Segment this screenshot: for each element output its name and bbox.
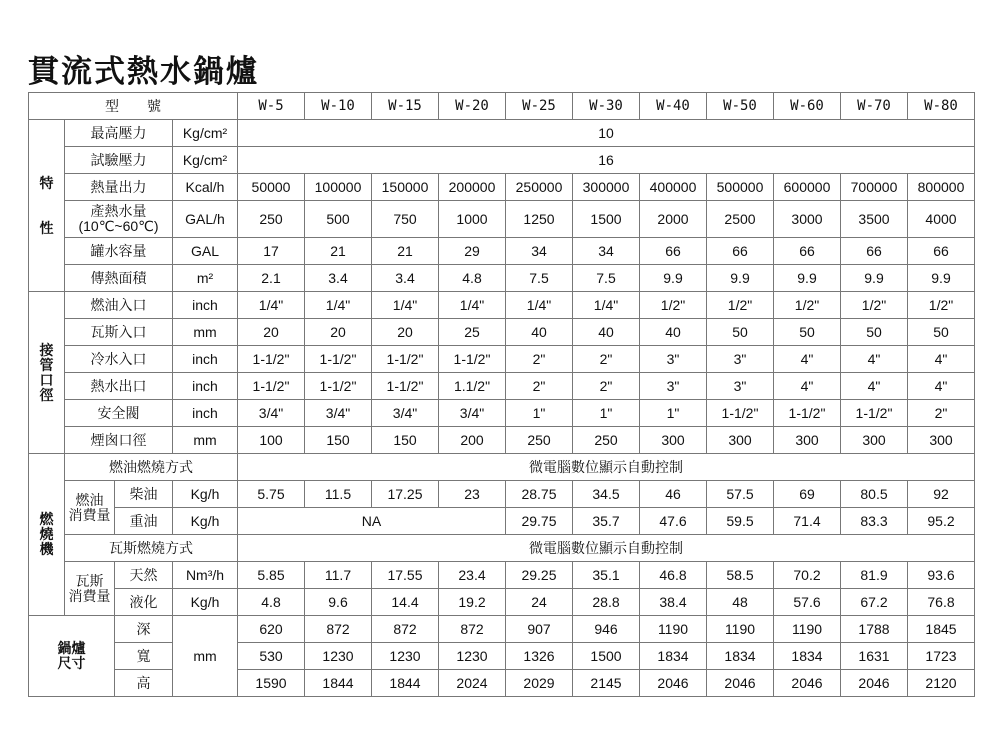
row-label: 傳熱面積 bbox=[65, 265, 173, 292]
header-model: W-10 bbox=[305, 93, 372, 120]
value-cell: 1-1/2" bbox=[774, 400, 841, 427]
value-cell: 3" bbox=[707, 346, 774, 373]
row-unit: mm bbox=[173, 427, 238, 454]
value-cell: 300 bbox=[908, 427, 975, 454]
value-cell: 58.5 bbox=[707, 562, 774, 589]
row-unit: GAL/h bbox=[173, 201, 238, 238]
row-label: 深 bbox=[115, 616, 173, 643]
value-cell: 46.8 bbox=[640, 562, 707, 589]
value-cell: 1-1/2" bbox=[305, 346, 372, 373]
value-cell: 3" bbox=[640, 373, 707, 400]
row-label: 產熱水量 (10℃~60℃) bbox=[65, 201, 173, 238]
value-cell: 34.5 bbox=[573, 481, 640, 508]
page-title: 貫流式熱水鍋爐 bbox=[28, 54, 259, 90]
value-cell: 1230 bbox=[439, 643, 506, 670]
header-model: W-15 bbox=[372, 93, 439, 120]
value-cell: 9.9 bbox=[640, 265, 707, 292]
header-model: W-40 bbox=[640, 93, 707, 120]
row-unit: inch bbox=[173, 346, 238, 373]
value-cell: 3" bbox=[707, 373, 774, 400]
value-cell: 750 bbox=[372, 201, 439, 238]
value-cell: 1/4" bbox=[238, 292, 305, 319]
value-cell: 微電腦數位顯示自動控制 bbox=[238, 454, 975, 481]
row-label: 罐水容量 bbox=[65, 238, 173, 265]
value-cell: 3/4" bbox=[439, 400, 506, 427]
value-cell: 34 bbox=[506, 238, 573, 265]
header-model: W-70 bbox=[841, 93, 908, 120]
value-cell: 69 bbox=[774, 481, 841, 508]
row-label: 熱水出口 bbox=[65, 373, 173, 400]
value-cell: 7.5 bbox=[506, 265, 573, 292]
value-cell: 9.9 bbox=[774, 265, 841, 292]
value-cell: 11.7 bbox=[305, 562, 372, 589]
value-cell: 1/4" bbox=[506, 292, 573, 319]
value-cell: 66 bbox=[841, 238, 908, 265]
value-cell: 1/2" bbox=[640, 292, 707, 319]
value-cell: 17 bbox=[238, 238, 305, 265]
value-cell: 4" bbox=[774, 373, 841, 400]
value-cell: 7.5 bbox=[573, 265, 640, 292]
value-cell: 2.1 bbox=[238, 265, 305, 292]
header-model: W-80 bbox=[908, 93, 975, 120]
table-row bbox=[29, 481, 975, 508]
value-cell: 300000 bbox=[573, 174, 640, 201]
table-row bbox=[29, 319, 975, 346]
value-cell: 250 bbox=[238, 201, 305, 238]
row-unit: Kcal/h bbox=[173, 174, 238, 201]
value-cell: 1844 bbox=[305, 670, 372, 697]
value-cell: 50 bbox=[707, 319, 774, 346]
row-unit: m² bbox=[173, 265, 238, 292]
value-cell: 1-1/2" bbox=[372, 373, 439, 400]
value-cell: 1" bbox=[640, 400, 707, 427]
value-cell: 40 bbox=[640, 319, 707, 346]
header-model: W-25 bbox=[506, 93, 573, 120]
value-cell: 1190 bbox=[707, 616, 774, 643]
value-cell: 23 bbox=[439, 481, 506, 508]
value-cell: 1.1/2" bbox=[439, 373, 506, 400]
value-cell: 29.25 bbox=[506, 562, 573, 589]
value-cell: 2046 bbox=[841, 670, 908, 697]
value-cell: 3500 bbox=[841, 201, 908, 238]
value-cell: 50 bbox=[841, 319, 908, 346]
value-cell: 66 bbox=[774, 238, 841, 265]
header-model: W-20 bbox=[439, 93, 506, 120]
value-cell: 1631 bbox=[841, 643, 908, 670]
value-cell: 4" bbox=[774, 346, 841, 373]
value-cell: 872 bbox=[439, 616, 506, 643]
value-cell: 1834 bbox=[774, 643, 841, 670]
value-cell: 800000 bbox=[908, 174, 975, 201]
value-cell: 11.5 bbox=[305, 481, 372, 508]
value-cell: 200000 bbox=[439, 174, 506, 201]
value-cell: 2500 bbox=[707, 201, 774, 238]
value-cell: 4" bbox=[908, 346, 975, 373]
value-cell: 9.9 bbox=[841, 265, 908, 292]
value-cell: 4" bbox=[908, 373, 975, 400]
value-cell: 16 bbox=[238, 147, 975, 174]
value-cell: 620 bbox=[238, 616, 305, 643]
value-cell: 1/2" bbox=[707, 292, 774, 319]
value-cell: 250 bbox=[506, 427, 573, 454]
row-label: 煙囪口徑 bbox=[65, 427, 173, 454]
value-cell: 29 bbox=[439, 238, 506, 265]
value-cell: 500000 bbox=[707, 174, 774, 201]
value-cell: 80.5 bbox=[841, 481, 908, 508]
value-cell: 1" bbox=[573, 400, 640, 427]
value-cell: 1844 bbox=[372, 670, 439, 697]
row-unit: inch bbox=[173, 400, 238, 427]
value-cell: 1-1/2" bbox=[372, 346, 439, 373]
value-cell: 1000 bbox=[439, 201, 506, 238]
value-cell: 66 bbox=[640, 238, 707, 265]
row-unit: Kg/h bbox=[173, 508, 238, 535]
value-cell: 1-1/2" bbox=[707, 400, 774, 427]
value-cell: 1500 bbox=[573, 643, 640, 670]
value-cell: 46 bbox=[640, 481, 707, 508]
table-row bbox=[29, 147, 975, 174]
row-label: 重油 bbox=[115, 508, 173, 535]
value-cell: 1230 bbox=[305, 643, 372, 670]
header-model: W-60 bbox=[774, 93, 841, 120]
value-cell: 4000 bbox=[908, 201, 975, 238]
value-cell: 71.4 bbox=[774, 508, 841, 535]
value-cell: 40 bbox=[573, 319, 640, 346]
value-cell: 150 bbox=[372, 427, 439, 454]
row-unit: mm bbox=[173, 319, 238, 346]
value-cell: 81.9 bbox=[841, 562, 908, 589]
value-cell: 2" bbox=[573, 346, 640, 373]
value-cell: 17.55 bbox=[372, 562, 439, 589]
table-row bbox=[29, 616, 975, 643]
value-cell: 300 bbox=[841, 427, 908, 454]
value-cell: 4.8 bbox=[439, 265, 506, 292]
value-cell: 1/4" bbox=[305, 292, 372, 319]
value-cell: 67.2 bbox=[841, 589, 908, 616]
value-cell: 1/4" bbox=[439, 292, 506, 319]
value-cell: 20 bbox=[305, 319, 372, 346]
table-row bbox=[29, 373, 975, 400]
table-row bbox=[29, 562, 975, 589]
value-cell: 1-1/2" bbox=[238, 373, 305, 400]
value-cell: 1/2" bbox=[774, 292, 841, 319]
value-cell: 500 bbox=[305, 201, 372, 238]
value-cell: 700000 bbox=[841, 174, 908, 201]
table-row bbox=[29, 292, 975, 319]
value-cell: 59.5 bbox=[707, 508, 774, 535]
row-label: 燃油燃燒方式 bbox=[65, 454, 238, 481]
value-cell: 150 bbox=[305, 427, 372, 454]
row-unit: GAL bbox=[173, 238, 238, 265]
table-row bbox=[29, 93, 975, 120]
value-cell: 300 bbox=[707, 427, 774, 454]
value-cell: 1-1/2" bbox=[238, 346, 305, 373]
section-fuel: 燃 燒 機 bbox=[29, 454, 65, 616]
value-cell: 57.5 bbox=[707, 481, 774, 508]
value-cell: 24 bbox=[506, 589, 573, 616]
value-cell: 3" bbox=[640, 346, 707, 373]
value-cell: 20 bbox=[238, 319, 305, 346]
value-cell: 4" bbox=[841, 346, 908, 373]
row-label: 天然 bbox=[115, 562, 173, 589]
table-row bbox=[29, 589, 975, 616]
value-cell: 21 bbox=[372, 238, 439, 265]
value-cell: 21 bbox=[305, 238, 372, 265]
value-cell: 2000 bbox=[640, 201, 707, 238]
value-cell: 38.4 bbox=[640, 589, 707, 616]
value-cell: 100000 bbox=[305, 174, 372, 201]
value-cell: 2" bbox=[573, 373, 640, 400]
value-cell: 2046 bbox=[640, 670, 707, 697]
row-label: 瓦斯燃燒方式 bbox=[65, 535, 238, 562]
value-cell: 2046 bbox=[707, 670, 774, 697]
row-label: 液化 bbox=[115, 589, 173, 616]
value-cell: 1834 bbox=[640, 643, 707, 670]
value-cell: 4" bbox=[841, 373, 908, 400]
value-cell: 200 bbox=[439, 427, 506, 454]
value-cell: 946 bbox=[573, 616, 640, 643]
row-label: 最高壓力 bbox=[65, 120, 173, 147]
value-cell: 47.6 bbox=[640, 508, 707, 535]
value-cell: 1" bbox=[506, 400, 573, 427]
value-cell: 2" bbox=[908, 400, 975, 427]
section-characteristics: 特 性 bbox=[29, 120, 65, 292]
value-cell: 1834 bbox=[707, 643, 774, 670]
value-cell: 872 bbox=[372, 616, 439, 643]
value-cell: 1788 bbox=[841, 616, 908, 643]
value-cell: 83.3 bbox=[841, 508, 908, 535]
value-cell: 66 bbox=[908, 238, 975, 265]
row-unit: inch bbox=[173, 373, 238, 400]
row-group-label: 瓦斯 消費量 bbox=[65, 562, 115, 616]
value-cell: 23.4 bbox=[439, 562, 506, 589]
value-cell: 2024 bbox=[439, 670, 506, 697]
value-cell: 1500 bbox=[573, 201, 640, 238]
header-model: W-50 bbox=[707, 93, 774, 120]
value-cell: 9.9 bbox=[908, 265, 975, 292]
value-cell: 50 bbox=[908, 319, 975, 346]
value-cell: 66 bbox=[707, 238, 774, 265]
value-cell: 250000 bbox=[506, 174, 573, 201]
table-row bbox=[29, 508, 975, 535]
value-cell: 95.2 bbox=[908, 508, 975, 535]
value-cell: 872 bbox=[305, 616, 372, 643]
value-cell: 14.4 bbox=[372, 589, 439, 616]
header-model: W-30 bbox=[573, 93, 640, 120]
value-cell: 35.7 bbox=[573, 508, 640, 535]
value-cell: 530 bbox=[238, 643, 305, 670]
row-label: 熱量出力 bbox=[65, 174, 173, 201]
value-cell: 1190 bbox=[774, 616, 841, 643]
table-row bbox=[29, 174, 975, 201]
value-cell: 48 bbox=[707, 589, 774, 616]
row-unit: Kg/cm² bbox=[173, 120, 238, 147]
section-connections: 接 管 口 徑 bbox=[29, 292, 65, 454]
value-cell: 40 bbox=[506, 319, 573, 346]
value-cell: 300 bbox=[774, 427, 841, 454]
value-cell: 4.8 bbox=[238, 589, 305, 616]
table-row bbox=[29, 265, 975, 292]
row-unit: inch bbox=[173, 292, 238, 319]
value-cell: 400000 bbox=[640, 174, 707, 201]
value-cell: 1-1/2" bbox=[439, 346, 506, 373]
value-cell: 1-1/2" bbox=[841, 400, 908, 427]
table-row bbox=[29, 670, 975, 697]
value-cell: 1/4" bbox=[573, 292, 640, 319]
value-cell: 9.6 bbox=[305, 589, 372, 616]
value-cell: 600000 bbox=[774, 174, 841, 201]
row-group-label: 燃油 消費量 bbox=[65, 481, 115, 535]
section-size: 鍋爐 尺寸 bbox=[29, 616, 115, 697]
table-row bbox=[29, 427, 975, 454]
row-label: 瓦斯入口 bbox=[65, 319, 173, 346]
value-cell: 20 bbox=[372, 319, 439, 346]
value-cell: 1190 bbox=[640, 616, 707, 643]
value-cell: 3.4 bbox=[372, 265, 439, 292]
row-label: 高 bbox=[115, 670, 173, 697]
value-cell: 10 bbox=[238, 120, 975, 147]
value-cell: 1/2" bbox=[841, 292, 908, 319]
row-unit: Kg/cm² bbox=[173, 147, 238, 174]
value-cell: 19.2 bbox=[439, 589, 506, 616]
value-cell: 2" bbox=[506, 373, 573, 400]
row-unit: Kg/h bbox=[173, 589, 238, 616]
value-cell: 2" bbox=[506, 346, 573, 373]
value-cell: 93.6 bbox=[908, 562, 975, 589]
value-cell: 1723 bbox=[908, 643, 975, 670]
value-cell: 2046 bbox=[774, 670, 841, 697]
table-row bbox=[29, 238, 975, 265]
table-row bbox=[29, 535, 975, 562]
row-unit: mm bbox=[173, 616, 238, 697]
value-cell: 76.8 bbox=[908, 589, 975, 616]
value-cell: 35.1 bbox=[573, 562, 640, 589]
header-model-label: 型 號 bbox=[29, 93, 238, 120]
value-cell: 28.8 bbox=[573, 589, 640, 616]
value-cell: 3/4" bbox=[305, 400, 372, 427]
table-row bbox=[29, 346, 975, 373]
value-cell: 100 bbox=[238, 427, 305, 454]
row-label: 冷水入口 bbox=[65, 346, 173, 373]
value-cell: 微電腦數位顯示自動控制 bbox=[238, 535, 975, 562]
row-label: 試驗壓力 bbox=[65, 147, 173, 174]
value-cell: 29.75 bbox=[506, 508, 573, 535]
value-cell: 3.4 bbox=[305, 265, 372, 292]
row-label: 寬 bbox=[115, 643, 173, 670]
header-model: W-5 bbox=[238, 93, 305, 120]
value-cell: 907 bbox=[506, 616, 573, 643]
row-label: 柴油 bbox=[115, 481, 173, 508]
spec-table bbox=[28, 92, 975, 697]
value-cell: 3/4" bbox=[238, 400, 305, 427]
value-cell: 1845 bbox=[908, 616, 975, 643]
value-cell: 5.75 bbox=[238, 481, 305, 508]
value-cell: 2120 bbox=[908, 670, 975, 697]
value-cell: 57.6 bbox=[774, 589, 841, 616]
table-row bbox=[29, 120, 975, 147]
row-unit: Nm³/h bbox=[173, 562, 238, 589]
value-cell: 1/2" bbox=[908, 292, 975, 319]
value-cell: 3/4" bbox=[372, 400, 439, 427]
value-cell: 2145 bbox=[573, 670, 640, 697]
value-cell: 9.9 bbox=[707, 265, 774, 292]
row-label: 燃油入口 bbox=[65, 292, 173, 319]
value-cell: 28.75 bbox=[506, 481, 573, 508]
table-row bbox=[29, 643, 975, 670]
value-cell: 3000 bbox=[774, 201, 841, 238]
table-row bbox=[29, 454, 975, 481]
value-cell: 1326 bbox=[506, 643, 573, 670]
value-cell: 5.85 bbox=[238, 562, 305, 589]
value-cell: 25 bbox=[439, 319, 506, 346]
table-row bbox=[29, 400, 975, 427]
value-cell: 150000 bbox=[372, 174, 439, 201]
value-cell: 50 bbox=[774, 319, 841, 346]
table-row bbox=[29, 201, 975, 238]
row-label: 安全閥 bbox=[65, 400, 173, 427]
value-cell: 70.2 bbox=[774, 562, 841, 589]
value-cell: NA bbox=[238, 508, 506, 535]
value-cell: 300 bbox=[640, 427, 707, 454]
value-cell: 17.25 bbox=[372, 481, 439, 508]
value-cell: 1/4" bbox=[372, 292, 439, 319]
value-cell: 1590 bbox=[238, 670, 305, 697]
value-cell: 250 bbox=[573, 427, 640, 454]
value-cell: 1250 bbox=[506, 201, 573, 238]
value-cell: 1-1/2" bbox=[305, 373, 372, 400]
row-unit: Kg/h bbox=[173, 481, 238, 508]
value-cell: 92 bbox=[908, 481, 975, 508]
value-cell: 50000 bbox=[238, 174, 305, 201]
value-cell: 34 bbox=[573, 238, 640, 265]
value-cell: 2029 bbox=[506, 670, 573, 697]
value-cell: 1230 bbox=[372, 643, 439, 670]
